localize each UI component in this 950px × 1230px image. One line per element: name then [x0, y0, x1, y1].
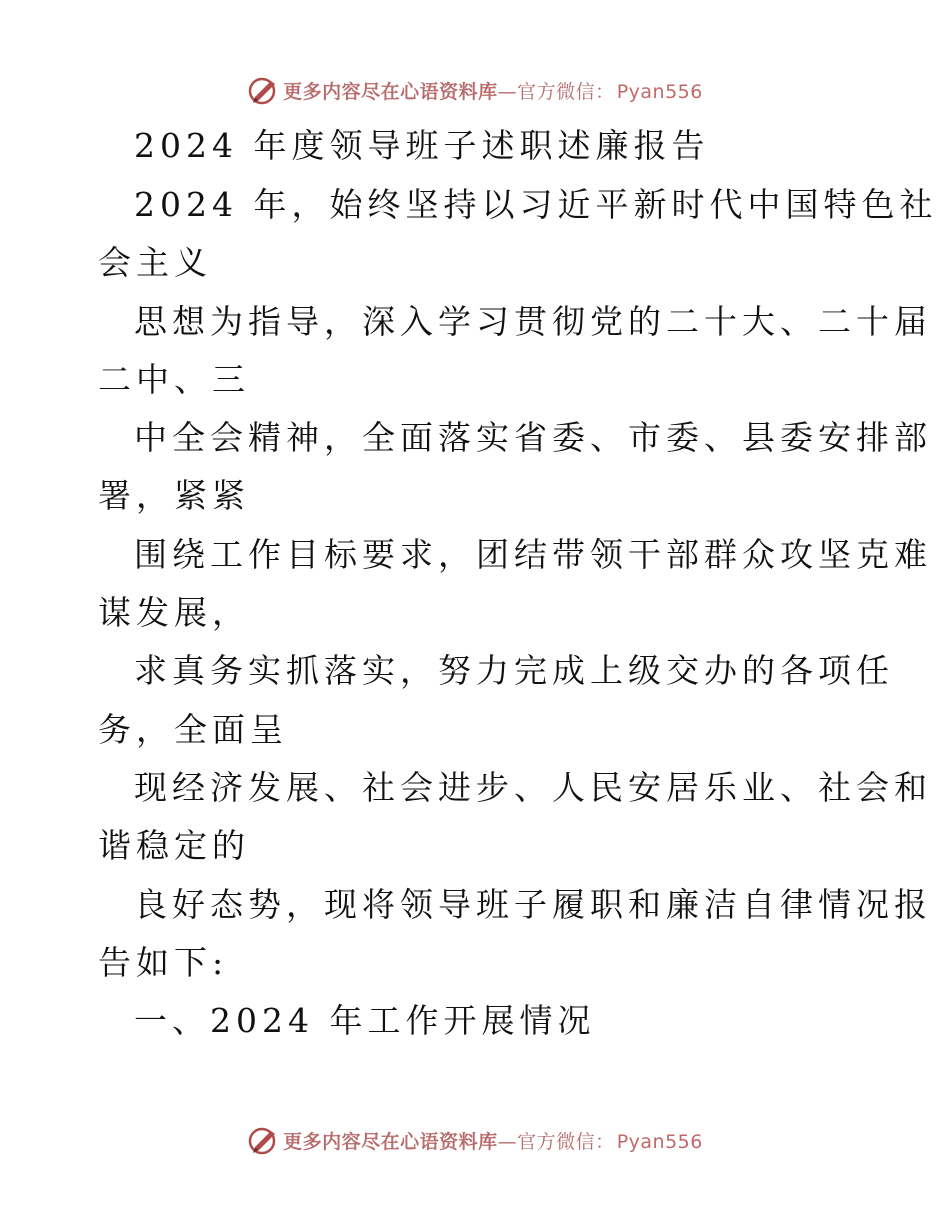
- pen-logo-icon: [247, 1123, 281, 1157]
- paragraph-line: 署，紧紧: [98, 476, 250, 515]
- paragraph-line: 谐稳定的: [98, 826, 250, 865]
- paragraph-line: 现经济发展、社会进步、人民安居乐业、社会和: [134, 768, 932, 807]
- paragraph-line: 思想为指导，深入学习贯彻党的二十大、二十届: [134, 302, 932, 341]
- paragraph-line: 谋发展，: [98, 593, 250, 632]
- section-heading: 一、2024 年工作开展情况: [134, 1001, 596, 1040]
- header-banner: [0, 70, 950, 110]
- pen-logo-icon: [247, 73, 281, 107]
- paragraph-line: 务，全面呈: [98, 710, 288, 749]
- paragraph-line: 中全会精神，全面落实省委、市委、县委安排部: [134, 418, 932, 457]
- banner-wechat-label: 官方微信：: [517, 80, 615, 103]
- paragraph-line: 良好态势，现将领导班子履职和廉洁自律情况报: [134, 885, 932, 924]
- paragraph-line: 2024 年，始终坚持以习近平新时代中国特色社: [134, 185, 938, 224]
- banner-text: [283, 77, 703, 104]
- banner-dash: —: [497, 80, 518, 103]
- paragraph-line: 围绕工作目标要求，团结带领干部群众攻坚克难: [134, 535, 932, 574]
- paragraph-line: 二中、三: [98, 360, 250, 399]
- banner-account: Pyan556: [616, 80, 703, 103]
- banner-text: [283, 1127, 703, 1154]
- paragraph-line: 告如下:: [98, 943, 229, 982]
- banner-dash: —: [497, 1130, 518, 1153]
- paragraph-line: 会主义: [98, 243, 212, 282]
- footer-banner: [0, 1120, 950, 1160]
- banner-title: 更多内容尽在心语资料库: [283, 1130, 498, 1153]
- banner-account: Pyan556: [616, 1130, 703, 1153]
- banner-title: 更多内容尽在心语资料库: [283, 80, 498, 103]
- paragraph-line: 求真务实抓落实，努力完成上级交办的各项任: [134, 651, 894, 690]
- banner-wechat-label: 官方微信：: [517, 1130, 615, 1153]
- document-title: 2024 年度领导班子述职述廉报告: [134, 126, 710, 165]
